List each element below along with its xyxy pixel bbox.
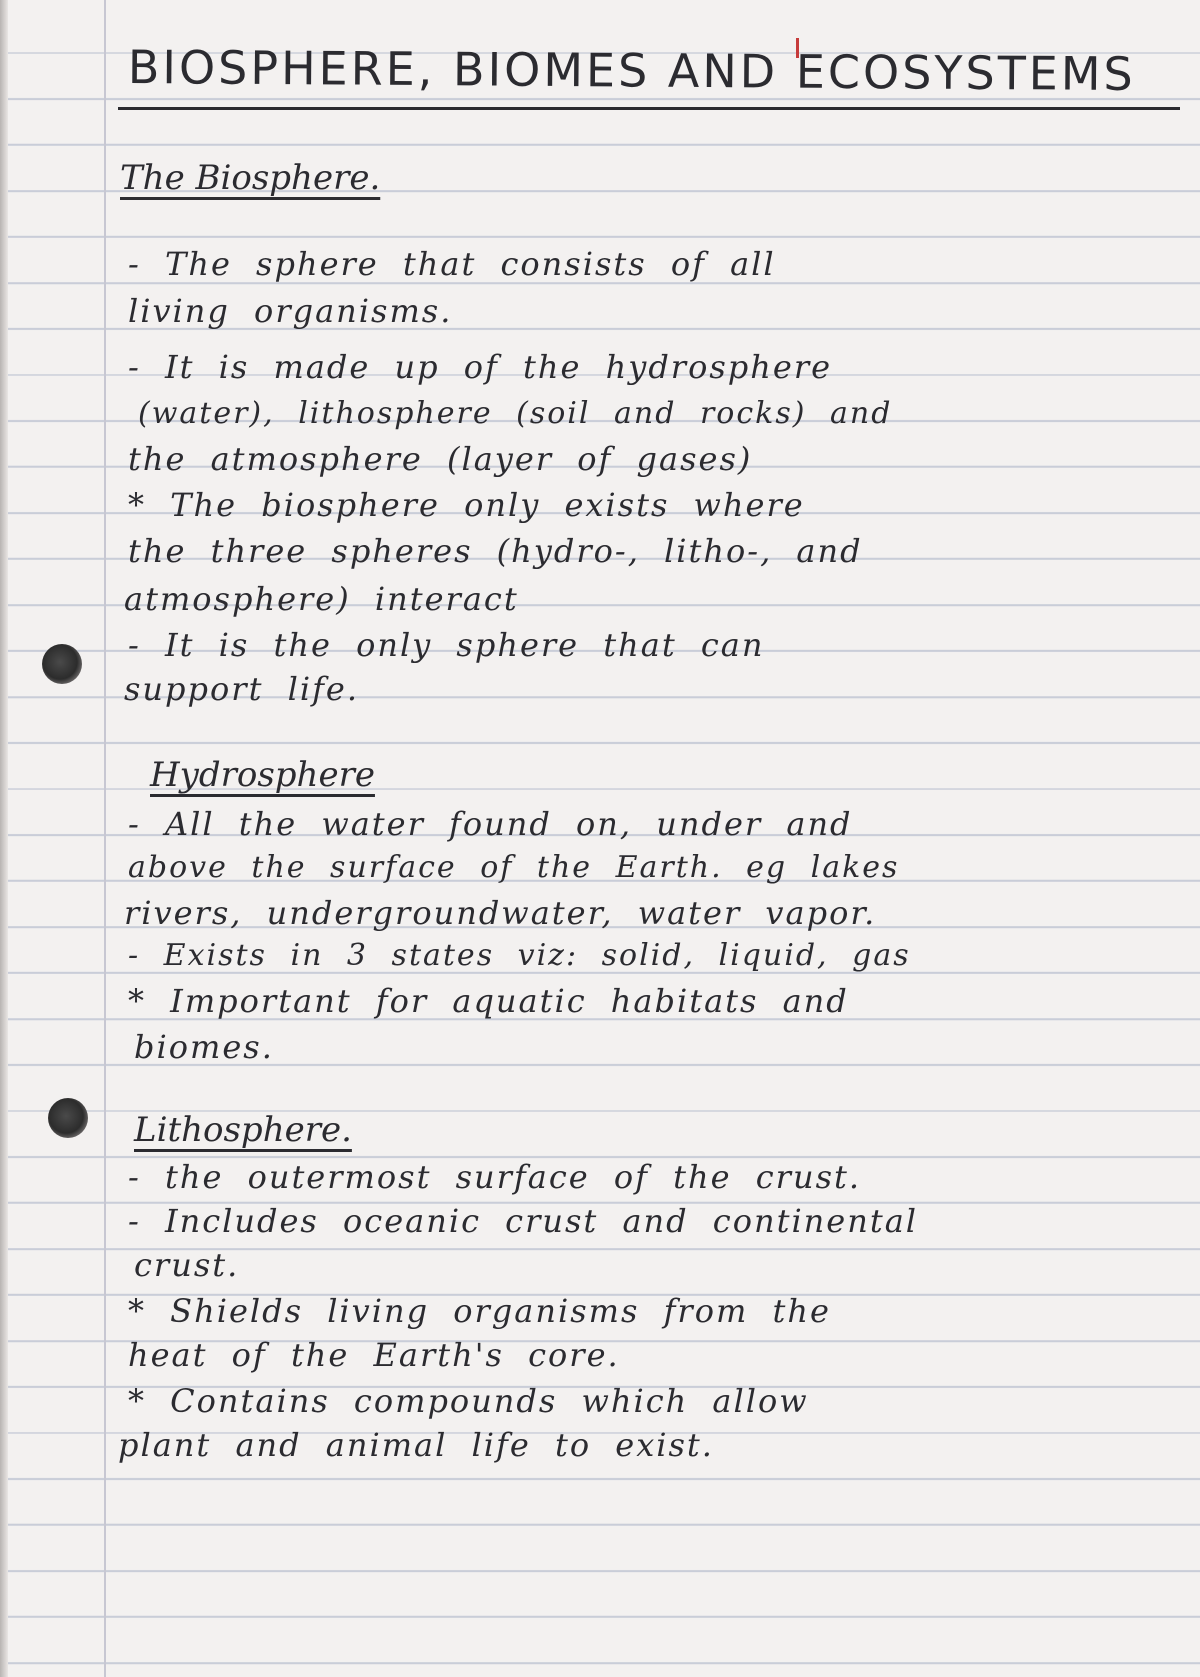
note-line: (water), lithosphere (soil and rocks) and <box>138 396 893 431</box>
page-title: BIOSPHERE, BIOMES AND ECOSYSTEMS <box>127 40 1136 102</box>
note-line: the atmosphere (layer of gases) <box>128 440 753 478</box>
note-line: * The biosphere only exists where <box>128 486 805 524</box>
note-line: crust. <box>134 1246 240 1284</box>
note-line: - The sphere that consists of all <box>128 245 776 283</box>
note-line: - Includes oceanic crust and continental <box>128 1202 918 1240</box>
page-edge <box>0 0 8 1677</box>
section-heading-biosphere: The Biosphere. <box>120 158 381 198</box>
margin-line <box>104 0 106 1677</box>
note-line: - Exists in 3 states viz: solid, liquid, gas <box>128 938 911 973</box>
note-line: biomes. <box>134 1028 274 1066</box>
note-line: rivers, undergroundwater, water vapor. <box>124 894 877 932</box>
note-line: - All the water found on, under and <box>128 805 853 843</box>
punch-hole <box>48 1098 88 1138</box>
note-line: - the outermost surface of the crust. <box>128 1158 862 1196</box>
note-line: * Shields living organisms from the <box>128 1292 831 1330</box>
note-line: plant and animal life to exist. <box>118 1426 714 1464</box>
note-line: atmosphere) interact <box>124 580 519 618</box>
note-line: * Contains compounds which allow <box>128 1382 809 1420</box>
section-heading-hydrosphere: Hydrosphere <box>150 755 375 795</box>
note-line: living organisms. <box>128 292 453 330</box>
note-line: the three spheres (hydro-, litho-, and <box>128 532 863 570</box>
section-heading-lithosphere: Lithosphere. <box>134 1110 352 1150</box>
note-line: support life. <box>124 670 360 708</box>
title-underline <box>118 107 1180 110</box>
note-line: heat of the Earth's core. <box>128 1336 620 1374</box>
note-line: * Important for aquatic habitats and <box>128 982 849 1020</box>
punch-hole <box>42 644 82 684</box>
note-line: - It is the only sphere that can <box>128 626 765 664</box>
note-line: - It is made up of the hydrosphere <box>128 348 833 386</box>
note-line: above the surface of the Earth. eg lakes <box>128 850 900 885</box>
